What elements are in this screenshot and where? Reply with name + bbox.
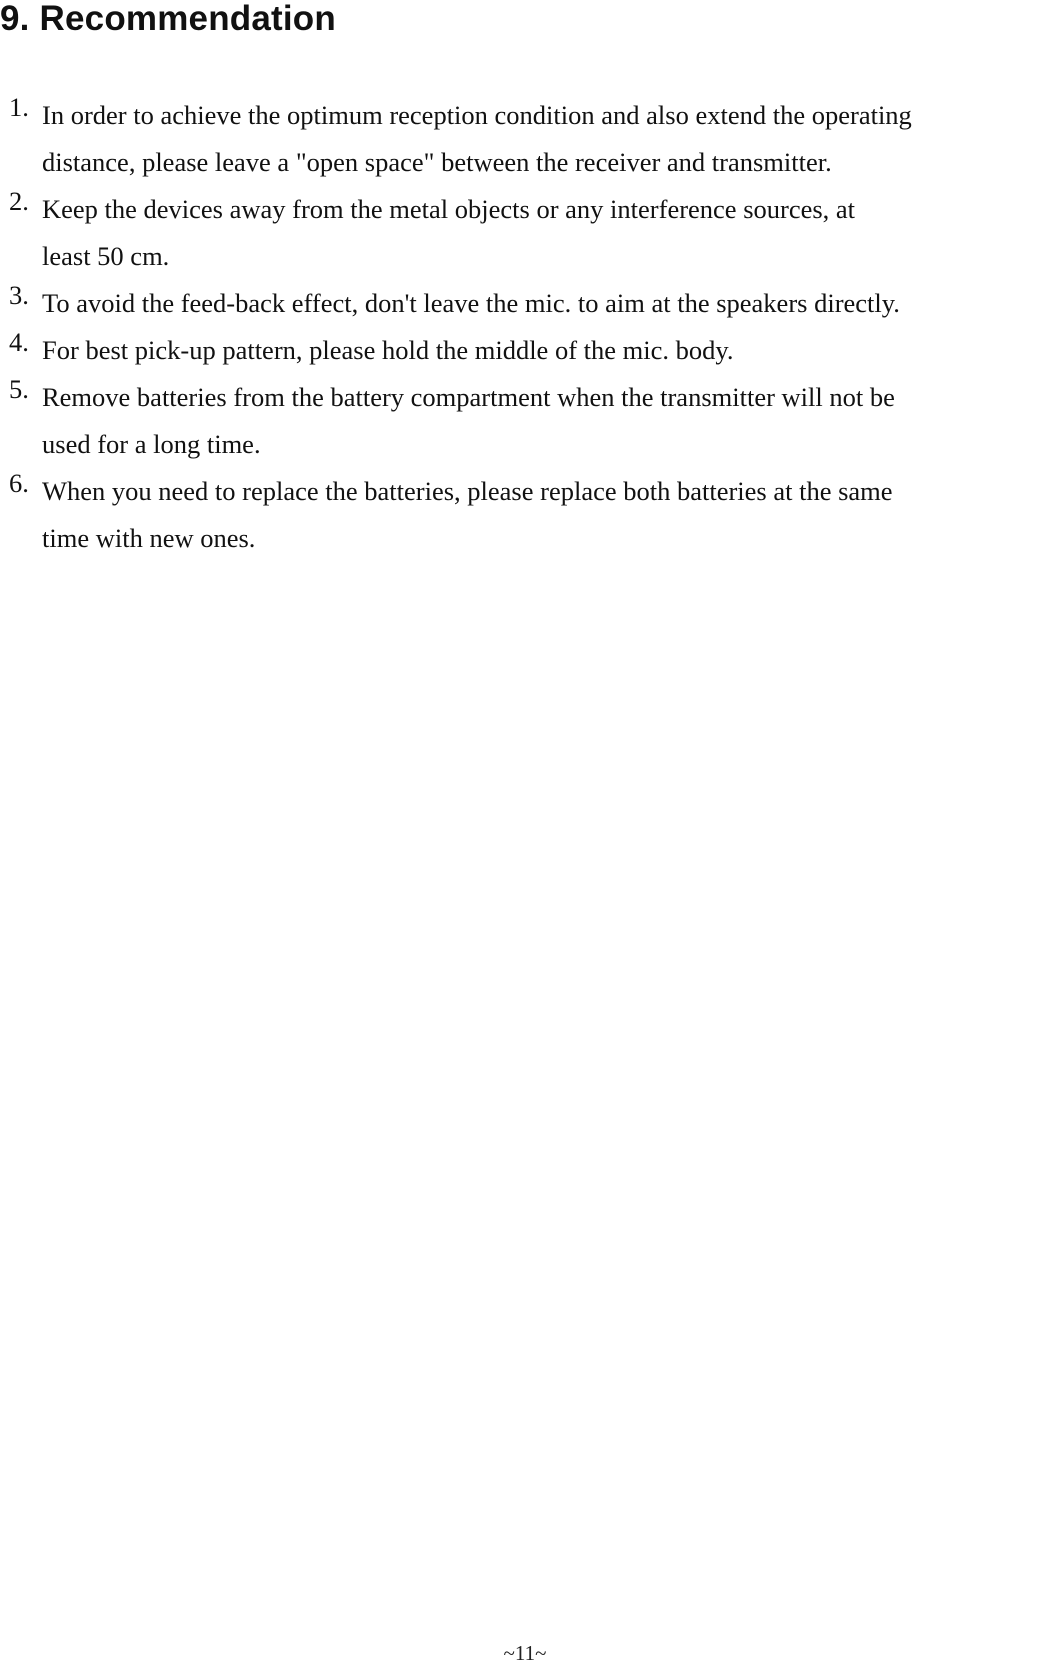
- list-item: [0, 468, 1050, 562]
- item-text-line: When you need to replace the batteries, please replace both batteries at the same: [42, 476, 893, 506]
- item-text-line: time with new ones.: [42, 523, 256, 553]
- item-number: 4.: [9, 327, 29, 357]
- list-item: [0, 280, 1050, 327]
- list-item: [0, 374, 1050, 468]
- item-text-line: Keep the devices away from the metal objects or any interference sources, at: [42, 194, 856, 224]
- item-text-line: In order to achieve the optimum reception condition and also extend the operating: [42, 100, 912, 130]
- item-text-line: Remove batteries from the battery compartment when the transmitter will not be: [42, 382, 895, 412]
- section-heading: 9. Recommendation: [0, 0, 336, 38]
- page-number: ~11~: [503, 1641, 547, 1665]
- list-item: [0, 186, 1050, 280]
- item-text-line: For best pick-up pattern, please hold the middle of the mic. body.: [42, 335, 734, 365]
- item-text-line: least 50 cm.: [42, 241, 170, 271]
- item-number: 3.: [9, 280, 29, 310]
- item-number: 2.: [9, 186, 29, 216]
- item-number: 1.: [9, 92, 29, 122]
- item-text-line: To avoid the feed-back effect, don't leave the mic. to aim at the speakers directly.: [42, 288, 900, 318]
- item-text-line: used for a long time.: [42, 429, 261, 459]
- item-text-line: distance, please leave a "open space" between the receiver and transmitter.: [42, 147, 832, 177]
- list-item: [0, 92, 1050, 186]
- item-number: 5.: [9, 374, 29, 404]
- recommendation-list: [0, 92, 1050, 562]
- item-number: 6.: [9, 468, 29, 498]
- list-item: [0, 327, 1050, 374]
